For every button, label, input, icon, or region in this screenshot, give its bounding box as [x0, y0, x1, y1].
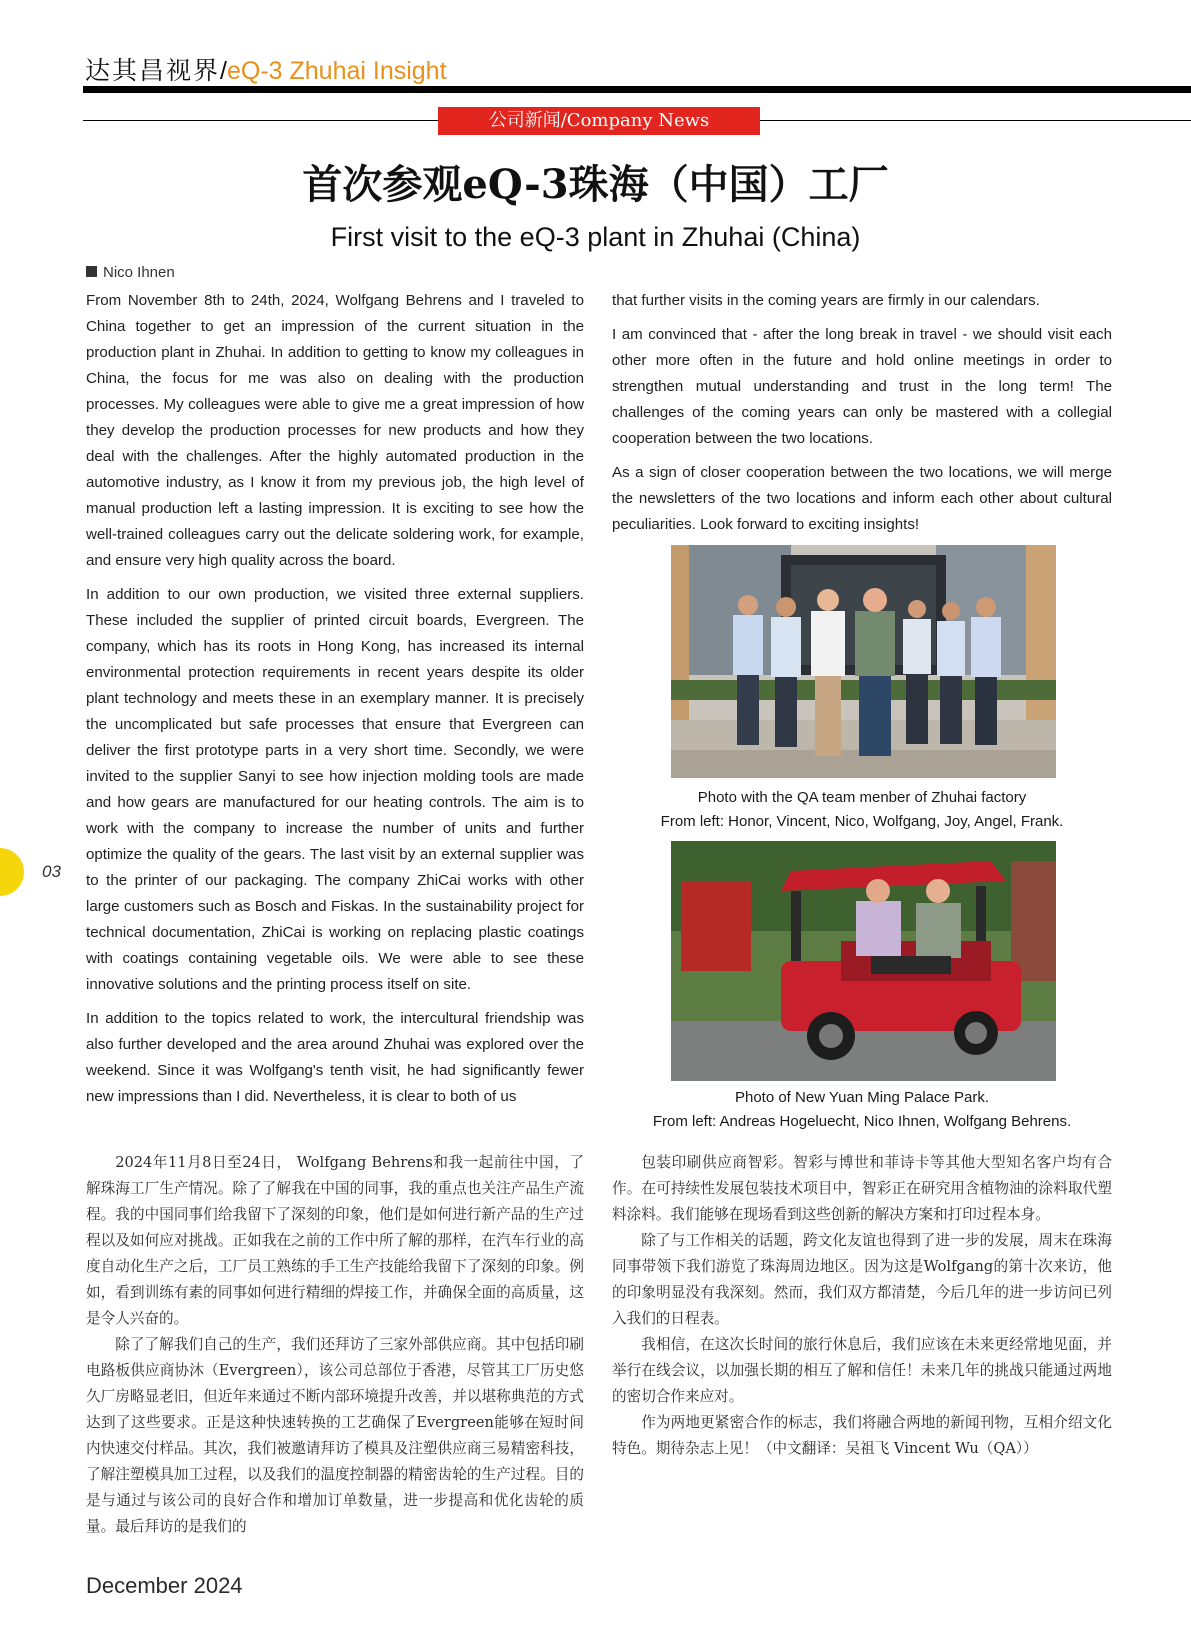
- author-byline: [86, 263, 175, 283]
- chinese-column-left: [86, 1150, 584, 1540]
- english-column-right: [612, 288, 1112, 546]
- paragraph: that further visits in the coming years are firmly in our calendars.: [612, 292, 1040, 309]
- masthead-en: eQ-3 Zhuhai Insight: [226, 57, 447, 85]
- masthead-cn: 达其昌视界: [85, 56, 221, 85]
- masthead-slash: /: [220, 57, 227, 85]
- group-photo: [671, 545, 1056, 778]
- paragraph: 我相信，在这次长时间的旅行休息后，我们应该在未来更经常地见面，并举行在线会议，以加强长期的相互了解和信任！未来几年的挑战只能通过两地的密切合作来应对。: [612, 1336, 1112, 1405]
- caption-line: Photo of New Yuan Ming Palace Park.: [734, 1089, 990, 1106]
- paragraph: 除了了解我们自己的生产，我们还拜访了三家外部供应商。其中包括印刷电路板供应商协沐（Evergreen），该公司总部位于香港，尽管其工厂历史悠久厂房略显老旧，但近年来通过不断内部环境提升改善，并以堪称典范的方式达到了这些要求。正是这种快速转换的工艺确保了Evergreen能够在短时间内快速交付样品。其次，我们被邀请拜访了模具及注塑供应商三易精密科技，了解注塑模具加工过程，以及我们的温度控制器的精密齿轮的生产过程。目的是与通过与该公司的良好合作和增加订单数量，进一步提高和优化齿轮的质量。最后拜访的是我们的: [86, 1336, 584, 1535]
- article-title-cn: 首次参观eQ-3珠海（中国）工厂: [302, 161, 889, 208]
- masthead: [85, 56, 447, 86]
- caption-line: From left: Andreas Hogeluecht, Nico Ihnen, Wolfgang Behrens.: [652, 1113, 1072, 1130]
- article-title-en: First visit to the eQ-3 plant in Zhuhai (China): [330, 222, 861, 252]
- paragraph: 包装印刷供应商智彩。智彩与博世和菲诗卡等其他大型知名客户均有合作。在可持续性发展包装技术项目中，智彩正在研究用含植物油的涂料取代塑料涂料。我们能够在现场看到这些创新的解决方案和打印过程本身。: [612, 1154, 1112, 1223]
- author-name: Nico Ihnen: [103, 264, 175, 281]
- group-photo-caption: [612, 786, 1112, 834]
- page-number: 03: [42, 862, 61, 881]
- paragraph: I am convinced that - after the long break in travel - we should visit each other more often in the future and hold online meetings in order to strengthen mutual understanding and trust in the long term! The challenges of the coming years can only be mastered with a collegial cooperation between the two locations.: [612, 326, 1112, 447]
- paragraph: In addition to our own production, we visited three external suppliers. These included the supplier of printed circuit boards, Evergreen. The company, which has its roots in Hong Kong, has increased its internal environmental protection requirements in recent years despite its older plant technology and meets these in an exemplary manner. It is precisely the uncomplicated but safe processes that ensure that Evergreen can deliver the first prototype parts in a very short time. Secondly, we were invited to the supplier Sanyi to see how injection molding tools are made and how gears are manufactured for our heating controls. The aim is to work with the company to increase the number of units and further optimize the quality of the gears. The last visit by an external supplier was to the printer of our packaging. The company ZhiCai works with other large customers such as Bosch and Fiskas. In the sustainability project for technical documentation, ZhiCai is working on replacing plastic coatings with coatings containing vegetable oils. We were able to see these innovative solutions and the printing process itself on site.: [86, 586, 584, 993]
- park-photo-caption: [612, 1086, 1112, 1134]
- group-photo-illustration: [671, 545, 1056, 778]
- paragraph: 作为两地更紧密合作的标志，我们将融合两地的新闻刊物，互相介绍文化特色。期待杂志上见！（中文翻译：吴祖飞 Vincent Wu（QA））: [612, 1414, 1112, 1457]
- caption-line: Photo with the QA team menber of Zhuhai factory: [697, 789, 1027, 806]
- caption-line: From left: Honor, Vincent, Nico, Wolfgang, Joy, Angel, Frank.: [660, 813, 1064, 830]
- paragraph: As a sign of closer cooperation between the two locations, we will merge the newsletters of the two locations and inform each other about cultural peculiarities. Look forward to exciting insights!: [612, 464, 1112, 533]
- footer-date: December 2024: [86, 1573, 243, 1598]
- masthead-rule: [83, 86, 1191, 93]
- chinese-column-right: [612, 1150, 1112, 1462]
- paragraph: 除了与工作相关的话题，跨文化友谊也得到了进一步的发展，周末在珠海同事带领下我们游览了珠海周边地区。因为这是Wolfgang的第十次来访，他的印象明显没有我深刻。然而，我们双方都清楚，今后几年的进一步访问已列入我们的日程表。: [612, 1232, 1112, 1327]
- english-column-left: [86, 288, 584, 1118]
- paragraph: In addition to the topics related to work, the intercultural friendship was also further developed and the area around Zhuhai was explored over the weekend. Since it was Wolfgang's tenth visit, he had significantly fewer new impressions than I did. Nevertheless, it is clear to both of us: [86, 1010, 584, 1105]
- page-marker-dot: [0, 848, 24, 896]
- paragraph: From November 8th to 24th, 2024, Wolfgang Behrens and I traveled to China together to get an impression of the current situation in the production plant in Zhuhai. In addition to getting to know my colleagues in China, the focus for me was also on dealing with the production processes. My colleagues were able to give me a great impression of how they develop the production processes for new products and how they deal with the challenges. After the highly automated production in the automotive industry, as I know it from my previous job, the high level of manual production left a lasting impression. It is exciting to see how the well-trained colleagues carry out the delicate soldering work, for example, and ensure very high quality across the board.: [86, 292, 584, 569]
- park-photo-illustration: [671, 841, 1056, 1081]
- byline-square-icon: [86, 266, 97, 277]
- park-photo: [671, 841, 1056, 1081]
- paragraph: 2024年11月8日至24日， Wolfgang Behrens和我一起前往中国，了解珠海工厂生产情况。除了了解我在中国的同事，我的重点也关注产品生产流程。我的中国同事们给我留下了深刻的印象，他们是如何进行新产品的生产过程以及如何应对挑战。正如我在之前的工作中所了解的那样，在汽车行业的高度自动化生产之后，工厂员工熟练的手工生产技能给我留下了深刻的印象。例如，看到训练有素的同事如何进行精细的焊接工作，并确保全面的高质量，这是令人兴奋的。: [86, 1154, 584, 1327]
- section-badge: 公司新闻/Company News: [438, 107, 760, 135]
